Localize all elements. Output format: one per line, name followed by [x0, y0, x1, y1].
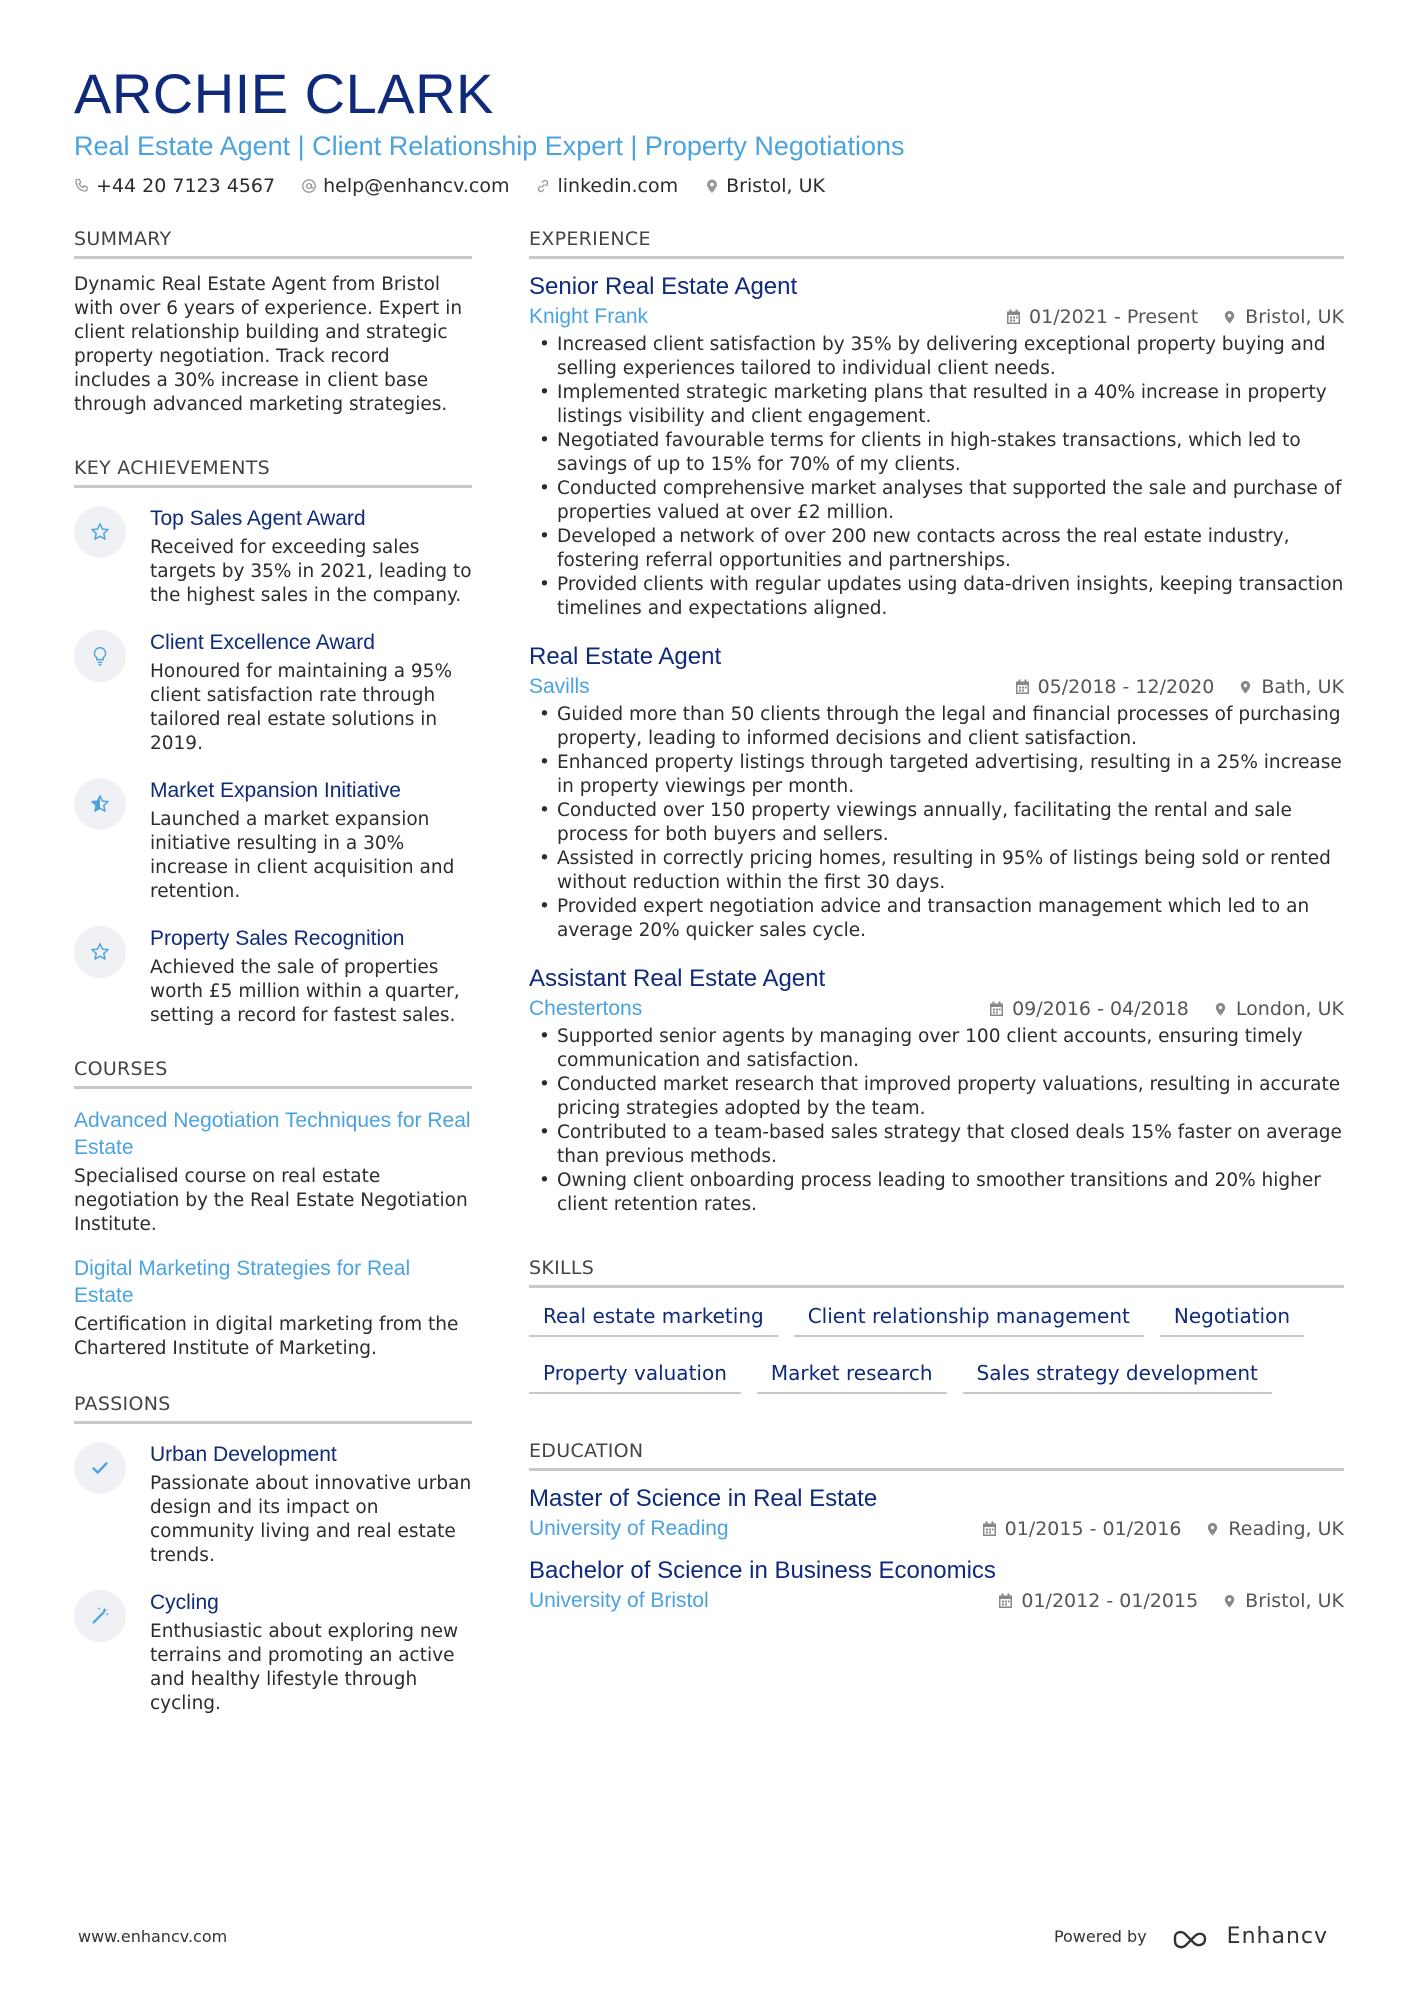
calendar-icon [989, 1001, 1004, 1017]
achievement-title: Top Sales Agent Award [150, 507, 366, 530]
job-bullets [529, 703, 1344, 943]
linkedin-link[interactable]: linkedin.com [557, 175, 679, 197]
calendar-icon [998, 1593, 1013, 1609]
summary-heading: SUMMARY [74, 228, 472, 259]
course-text: Certification in digital marketing from the Chartered Institute of Marketing. [74, 1314, 459, 1359]
skill-tag: Real estate marketing [529, 1298, 778, 1337]
email-address[interactable]: help@enhancv.com [323, 175, 510, 197]
location-pin-icon [1222, 1593, 1237, 1609]
passions-heading: PASSIONS [74, 1393, 472, 1424]
location-pin-icon [1213, 1001, 1228, 1017]
courses-section [74, 1058, 472, 1361]
achievement-item [74, 778, 472, 904]
bullet-item: • Developed a network of over 200 new contacts across the real estate industry, fostering referral opportunities and partnerships. [529, 525, 1344, 573]
experience-section [529, 228, 1344, 1217]
job-location-text: Bath, UK [1261, 676, 1344, 698]
contact-phone [74, 175, 275, 197]
magic-wand-icon [89, 1605, 111, 1627]
brand-logo[interactable] [1171, 1924, 1328, 1949]
job-dates-text: 09/2016 - 04/2018 [1012, 998, 1189, 1020]
job-location-text: London, UK [1235, 998, 1344, 1020]
passion-title: Urban Development [150, 1443, 337, 1466]
location-pin-icon [1238, 679, 1253, 695]
star-half-icon [89, 793, 111, 815]
courses-heading: COURSES [74, 1058, 472, 1089]
job-dates-text: 01/2021 - Present [1029, 306, 1199, 328]
education-entry [529, 1483, 1344, 1541]
bullet-item: • Conducted comprehensive market analyses that supported the sale and purchase of properties valued at over £2 million. [529, 477, 1344, 525]
achievement-item [74, 630, 472, 756]
bullet-item: • Implemented strategic marketing plans that resulted in a 40% increase in property listings visibility and client engagement. [529, 381, 1344, 429]
location-pin-icon [1205, 1521, 1220, 1537]
contact-location [704, 175, 825, 197]
education-dates [998, 1590, 1198, 1612]
skill-tag: Client relationship management [794, 1298, 1144, 1337]
passion-title: Cycling [150, 1591, 219, 1614]
achievement-text: Honoured for maintaining a 95% client satisfaction rate through tailored real estate solutions in 2019. [150, 661, 453, 754]
degree-title: Master of Science in Real Estate [529, 1485, 878, 1512]
job-location [1213, 998, 1344, 1020]
contact-email[interactable] [301, 175, 509, 197]
education-location [1222, 1590, 1344, 1612]
enhancv-logo-icon [1171, 1925, 1217, 1949]
achievement-item [74, 926, 472, 1028]
skills-heading: SKILLS [529, 1257, 1344, 1288]
skill-tag: Sales strategy development [963, 1355, 1272, 1394]
bullet-item: • Owning client onboarding process leading to smoother transitions and 20% higher client retention rates. [529, 1169, 1344, 1217]
location-text: Bristol, UK [726, 175, 825, 197]
bullet-item: • Negotiated favourable terms for clients in high-stakes transactions, which led to savings of up to 15% for 70% of my clients. [529, 429, 1344, 477]
job-bullets [529, 1025, 1344, 1217]
education-dates-text: 01/2015 - 01/2016 [1004, 1518, 1182, 1540]
education-location-text: Reading, UK [1228, 1518, 1344, 1540]
education-location [1205, 1518, 1344, 1540]
achievement-title: Market Expansion Initiative [150, 779, 401, 802]
job-title: Senior Real Estate Agent [529, 273, 798, 300]
powered-by [1054, 1924, 1328, 1949]
school-name: University of Bristol [529, 1589, 709, 1612]
course-item [74, 1107, 472, 1237]
bullet-item: • Contributed to a team-based sales strategy that closed deals 15% faster on average than previous methods. [529, 1121, 1344, 1169]
passion-item [74, 1590, 472, 1716]
company-name: Savills [529, 675, 590, 698]
passions-section [74, 1393, 472, 1716]
checkmark-icon [89, 1457, 111, 1479]
degree-title: Bachelor of Science in Business Economics [529, 1557, 996, 1584]
job-dates [1015, 676, 1215, 698]
page-footer [78, 1924, 1328, 1949]
right-column [529, 228, 1344, 1627]
course-title: Advanced Negotiation Techniques for Real Estate [74, 1109, 471, 1159]
education-entry [529, 1555, 1344, 1613]
job-entry [529, 641, 1344, 943]
skills-section [529, 1257, 1344, 1394]
achievement-text: Received for exceeding sales targets by 35% in 2021, leading to the highest sales in the company. [150, 537, 472, 606]
bullet-item: • Conducted market research that improved property valuations, resulting in accurate pricing strategies adopted by the team. [529, 1073, 1344, 1121]
job-location-text: Bristol, UK [1245, 306, 1344, 328]
passion-item [74, 1442, 472, 1568]
contact-linkedin[interactable] [535, 175, 678, 197]
left-column [74, 228, 472, 1738]
achievement-item [74, 506, 472, 608]
skill-tag: Property valuation [529, 1355, 741, 1394]
experience-heading: EXPERIENCE [529, 228, 1344, 259]
job-dates [989, 998, 1189, 1020]
job-location [1238, 676, 1344, 698]
education-location-text: Bristol, UK [1245, 1590, 1344, 1612]
summary-section [74, 228, 472, 417]
company-name: Knight Frank [529, 305, 649, 328]
education-dates-text: 01/2012 - 01/2015 [1021, 1590, 1199, 1612]
location-pin-icon [704, 178, 720, 194]
candidate-tagline: Real Estate Agent | Client Relationship Expert | Property Negotiations [74, 131, 905, 161]
skill-tag: Negotiation [1160, 1298, 1304, 1337]
bullet-item: • Supported senior agents by managing over 100 client accounts, ensuring timely communication and satisfaction. [529, 1025, 1344, 1073]
passion-icon-wrap [74, 1442, 126, 1494]
calendar-icon [982, 1521, 997, 1537]
lightbulb-icon [89, 645, 111, 667]
bullet-item: • Increased client satisfaction by 35% by delivering exceptional property buying and selling experiences tailored to individual client needs. [529, 333, 1344, 381]
job-location [1222, 306, 1344, 328]
phone-number: +44 20 7123 4567 [96, 175, 276, 197]
course-item [74, 1255, 472, 1361]
passion-icon-wrap [74, 1590, 126, 1642]
job-title: Assistant Real Estate Agent [529, 965, 826, 992]
achievement-icon-wrap [74, 778, 126, 830]
education-section [529, 1440, 1344, 1613]
achievement-title: Property Sales Recognition [150, 927, 405, 950]
skills-list [529, 1298, 1344, 1394]
calendar-icon [1015, 679, 1030, 695]
at-sign-icon [301, 178, 317, 194]
education-heading: EDUCATION [529, 1440, 1344, 1471]
location-pin-icon [1222, 309, 1237, 325]
bullet-item: • Provided clients with regular updates using data-driven insights, keeping transaction timelines and expectations aligned. [529, 573, 1344, 621]
candidate-name: ARCHIE CLARK [74, 62, 494, 125]
summary-text: Dynamic Real Estate Agent from Bristol with over 6 years of experience. Expert in client relationship building and strategic property negotiation. Track record includes a 30% increase in client base through advanced marketing strategies. [74, 274, 463, 415]
star-icon [89, 521, 111, 543]
bullet-item: • Enhanced property listings through targeted advertising, resulting in a 25% increase in property viewings per month. [529, 751, 1344, 799]
job-bullets [529, 333, 1344, 621]
education-dates [982, 1518, 1182, 1540]
achievement-icon-wrap [74, 926, 126, 978]
passion-text: Enthusiastic about exploring new terrains and promoting an active and healthy lifestyle through cycling. [150, 1621, 459, 1714]
powered-by-label: Powered by [1053, 1927, 1147, 1946]
footer-website[interactable]: www.enhancv.com [78, 1927, 228, 1946]
resume-header [74, 62, 1344, 197]
achievements-heading: KEY ACHIEVEMENTS [74, 457, 472, 488]
skill-tag: Market research [757, 1355, 947, 1394]
contact-info [74, 175, 1344, 197]
achievement-text: Achieved the sale of properties worth £5 million within a quarter, setting a record for fastest sales. [150, 957, 460, 1026]
achievement-text: Launched a market expansion initiative resulting in a 30% increase in client acquisition and retention. [150, 809, 455, 902]
job-title: Real Estate Agent [529, 643, 722, 670]
bullet-item: • Guided more than 50 clients through the legal and financial processes of purchasing property, leading to informed decisions and client satisfaction. [529, 703, 1344, 751]
company-name: Chestertons [529, 997, 643, 1020]
job-entry [529, 271, 1344, 621]
achievement-icon-wrap [74, 506, 126, 558]
course-text: Specialised course on real estate negotiation by the Real Estate Negotiation Institute. [74, 1166, 468, 1235]
bullet-item: • Conducted over 150 property viewings annually, facilitating the rental and sale process for both buyers and sellers. [529, 799, 1344, 847]
star-icon [89, 941, 111, 963]
bullet-item: • Provided expert negotiation advice and transaction management which led to an average 20% quicker sales cycle. [529, 895, 1344, 943]
job-entry [529, 963, 1344, 1217]
achievements-section [74, 457, 472, 1028]
job-dates [1006, 306, 1198, 328]
passion-text: Passionate about innovative urban design and its impact on community living and real estate trends. [150, 1473, 472, 1566]
course-title: Digital Marketing Strategies for Real Estate [74, 1257, 411, 1307]
bullet-item: • Assisted in correctly pricing homes, resulting in 95% of listings being sold or rented without reduction within the first 30 days. [529, 847, 1344, 895]
job-dates-text: 05/2018 - 12/2020 [1037, 676, 1215, 698]
link-icon [535, 178, 551, 194]
brand-name: Enhancv [1226, 1924, 1328, 1949]
school-name: University of Reading [529, 1517, 729, 1540]
calendar-icon [1006, 309, 1021, 325]
phone-icon [74, 178, 90, 194]
achievement-icon-wrap [74, 630, 126, 682]
achievement-title: Client Excellence Award [150, 631, 375, 654]
